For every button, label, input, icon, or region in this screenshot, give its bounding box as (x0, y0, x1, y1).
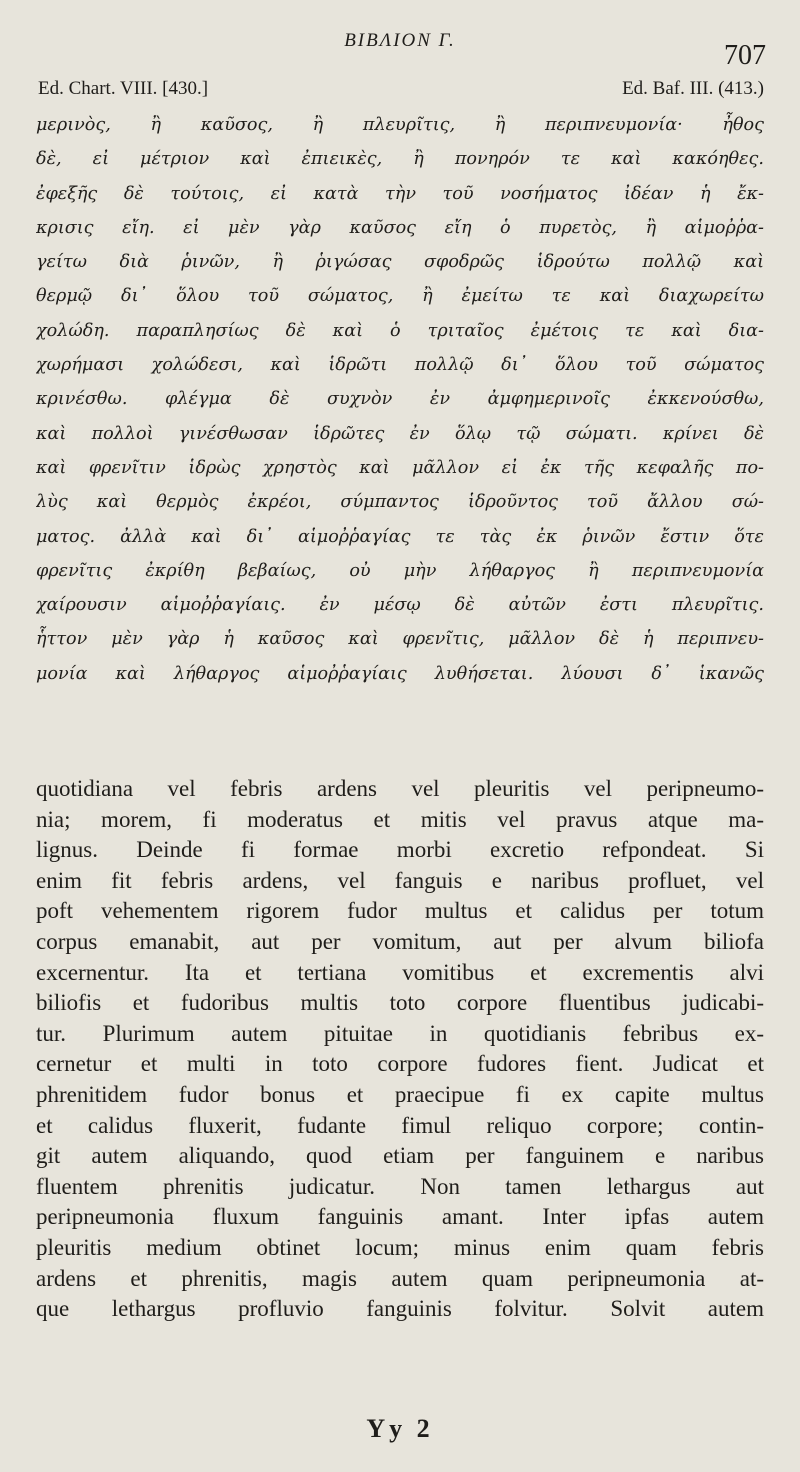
greek-text-line: κρισις εἴη. εἰ μὲν γὰρ καῦσος εἴη ὁ πυρετὸς, ἢ αἱμοῤῥα- (36, 217, 764, 238)
latin-text-line: excernentur. Ita et tertiana vomitibus et excrementis alvi (36, 959, 764, 985)
edition-reference-basel: Ed. Baf. III. (413.) (622, 78, 764, 99)
edition-reference-chartier: Ed. Chart. VIII. [430.] (38, 78, 209, 99)
greek-text-line: κρινέσθω. φλέγμα δὲ συχνὸν ἐν ἀμφημερινοῖς ἐκκενούσθω, (36, 389, 764, 410)
latin-text-line: ardens et phrenitis, magis autem quam peripneumonia at- (36, 1265, 764, 1291)
latin-text-line: fluentem phrenitis judicatur. Non tamen lethargus aut (36, 1173, 764, 1199)
greek-text-line: ματος. ἀλλὰ καὶ δι᾽ αἱμοῤῥαγίας τε τὰς ἐκ ῥινῶν ἔστιν ὅτε (36, 526, 764, 547)
greek-text-line: φρενῖτις ἐκρίθη βεβαίως, οὐ μὴν λήθαργος ἢ περιπνευμονία (36, 560, 764, 581)
greek-text-line: χαίρουσιν αἱμοῤῥαγίαις. ἐν μέσῳ δὲ αὐτῶν ἐστι πλευρῖτις. (36, 595, 764, 616)
latin-text-line: et calidus fluxerit, fudante fimul reliquo corpore; contin- (36, 1112, 764, 1138)
latin-text-line: enim fit febris ardens, vel fanguis e naribus profluet, vel (36, 867, 764, 893)
latin-text-line: biliofis et fudoribus multis toto corpore fluentibus judicabi- (36, 990, 764, 1016)
latin-text-line: peripneumonia fluxum fanguinis amant. Inter ipfas autem (36, 1204, 764, 1230)
greek-text-line: ἐφεξῆς δὲ τούτοις, εἰ κατὰ τὴν τοῦ νοσήματος ἰδέαν ἡ ἔκ- (36, 183, 764, 204)
latin-text-line: nia; morem, fi moderatus et mitis vel pravus atque ma- (36, 806, 764, 832)
latin-text-line: cernetur et multi in toto corpore fudores fient. Judicat et (36, 1051, 764, 1077)
greek-text-line: χολώδη. παραπλησίως δὲ καὶ ὁ τριταῖος ἐμέτοις τε καὶ δια- (36, 320, 764, 341)
latin-text-line: phrenitidem fudor bonus et praecipue fi ex capite multus (36, 1081, 764, 1107)
greek-text-line: καὶ πολλοὶ γινέσθωσαν ἱδρῶτες ἐν ὅλῳ τῷ σώματι. κρίνει δὲ (36, 423, 764, 444)
latin-text-block (36, 774, 764, 1325)
greek-text-line: λὺς καὶ θερμὸς ἐκρέοι, σύμπαντος ἱδροῦντος τοῦ ἄλλου σώ- (36, 492, 764, 513)
greek-text-line: χωρήμασι χολώδεσι, καὶ ἱδρῶτι πολλῷ δι᾽ ὅλου τοῦ σώματος (36, 355, 764, 376)
greek-text-line: θερμῷ δι᾽ ὅλου τοῦ σώματος, ἢ ἐμείτω τε καὶ διαχωρείτω (36, 286, 764, 307)
latin-text-line: quotidiana vel febris ardens vel pleuritis vel peripneumo- (36, 776, 764, 801)
latin-text-line: lignus. Deinde fi formae morbi excretio refpondeat. Si (36, 837, 764, 863)
printer-signature-mark: Yy 2 (366, 1414, 434, 1443)
running-head: ΒΙΒΛΙΟΝ Γ. (344, 30, 456, 51)
latin-text-line: pleuritis medium obtinet locum; minus enim quam febris (36, 1234, 764, 1260)
page-number: 707 (724, 40, 766, 71)
greek-text-line: καὶ φρενῖτιν ἱδρὼς χρηστὸς καὶ μᾶλλον εἰ ἐκ τῆς κεφαλῆς πο- (36, 457, 764, 478)
latin-text-line: poft vehementem rigorem fudor multus et calidus per totum (36, 898, 764, 924)
greek-text-line: μερινὸς, ἢ καῦσος, ἢ πλευρῖτις, ἢ περιπνευμονία· ἦθος (36, 115, 764, 135)
greek-text-block (36, 108, 764, 691)
latin-text-line: corpus emanabit, aut per vomitum, aut per alvum biliofa (36, 928, 764, 954)
greek-text-line: γείτω διὰ ῥινῶν, ἢ ῥιγώσας σφοδρῶς ἱδρούτω πολλῷ καὶ (36, 252, 764, 273)
latin-text-line: git autem aliquando, quod etiam per fanguinem e naribus (36, 1143, 764, 1169)
greek-text-line: δὲ, εἰ μέτριον καὶ ἐπιεικὲς, ἢ πονηρόν τε καὶ κακόηθες. (36, 149, 764, 170)
greek-text-line: ἧττον μὲν γὰρ ἡ καῦσος καὶ φρενῖτις, μᾶλλον δὲ ἡ περιπνευ- (36, 629, 764, 650)
greek-text-line: μονία καὶ λήθαργος αἱμοῤῥαγίαις λυθήσεται. λύουσι δ᾽ ἱκανῶς (36, 663, 764, 684)
latin-text-line: tur. Plurimum autem pituitae in quotidianis febribus ex- (36, 1020, 764, 1046)
latin-text-line: que lethargus profluvio fanguinis folvitur. Solvit autem (36, 1296, 764, 1322)
